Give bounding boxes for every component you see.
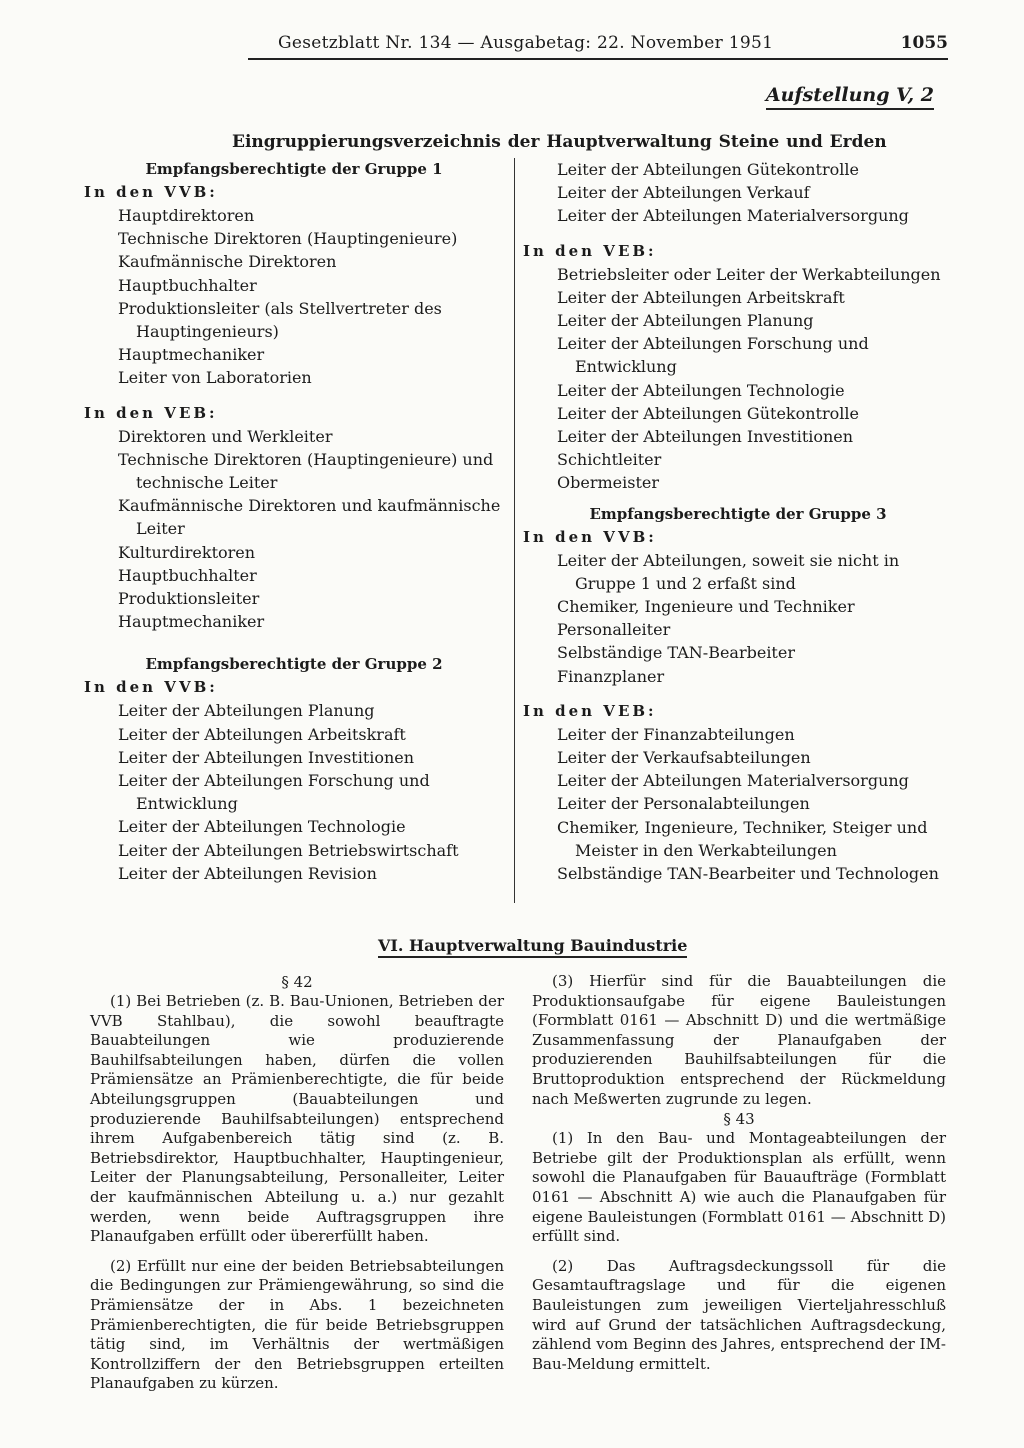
list-item: Hauptmechaniker: [118, 345, 265, 365]
group3-veb-label: In den VEB:: [523, 701, 657, 720]
list-item: Leiter der Abteilungen Planung: [557, 311, 814, 331]
text-column-left: [90, 972, 504, 1394]
group1-veb-label: In den VEB:: [84, 403, 218, 422]
list-item: Leiter der Abteilungen Revision: [118, 863, 377, 883]
list-item: Hauptbuchhalter: [118, 565, 257, 585]
list-item: Leiter der Abteilungen Investitionen: [118, 747, 415, 767]
list-item: Leiter der Abteilungen Gütekontrolle: [557, 160, 859, 179]
list-item: Leiter der Abteilungen Forschung und Entwicklung: [118, 771, 430, 814]
page-number: 1055: [900, 33, 948, 53]
group2-veb-label: In den VEB:: [523, 241, 657, 260]
main-title: Eingruppierungsverzeichnis der Hauptverwaltung Steine und Erden: [232, 132, 887, 152]
group2-vvb-label: In den VVB:: [84, 678, 218, 697]
group3-vvb-label: In den VVB:: [523, 527, 657, 546]
paragraph-42-1: (1) Bei Betrieben (z. B. Bau-Unionen, Betrieben der VVB Stahlbau), die sowohl beauftragte Bauabteilungen wie produzierende Bauhilfsabteilungen haben, dürfen die vollen Prämiensätze an Prämienberechtigte, die für beide Abteilungsgruppen (Bauabteilungen und produzierende Bauhilfsabteilungen) entsprechend ihrem Aufgabenbereich tätig sind (z. B. Betriebsdirektor, Hauptbuchhalter, Hauptingenieur, Leiter der Planungsabteilung, Personalleiter, Leiter der kaufmännischen Abteilung u. a.) nur gezahlt werden, wenn beide Auftragsgruppen ihre Planaufgaben erfüllt oder übererfüllt haben.: [90, 992, 504, 1246]
paragraph-43-sign: § 43: [723, 1110, 755, 1129]
list-item: Selbständige TAN-Bearbeiter und Technologen: [557, 864, 939, 884]
list-item: Leiter der Abteilungen Technologie: [118, 817, 406, 837]
page-header: [248, 32, 948, 60]
list-item: Leiter der Verkaufsabteilungen: [557, 748, 811, 768]
list-item: Leiter der Abteilungen Materialversorgung: [557, 771, 909, 791]
paragraph-43-1: (1) In den Bau- und Montageabteilungen der Betriebe gilt der Produktionsplan als erfüllt, wenn sowohl die Planaufgaben für Bauaufträge (Formblatt 0161 — Abschnitt A) wie auch die Planaufgaben für eigene Bauleistungen (Formblatt 0161 — Abschnitt D) erfüllt sind.: [532, 1129, 946, 1246]
list-item: Leiter der Abteilungen Materialversorgung: [557, 206, 909, 226]
column-divider: [514, 158, 515, 903]
group2-veb-list: [523, 263, 953, 495]
paragraph-42-2: (2) Erfüllt nur eine der beiden Betriebsabteilungen die Bedingungen zur Prämiengewährung, so sind die Prämiensätze der in Abs. 1 bezeichneten Prämienberechtigten, die für beide Betriebsgruppen tätig sind, im Verhältnis der wertmäßigen Kontrollziffern der den Betriebsgruppen erteilten Planaufgaben zu kürzen.: [90, 1256, 504, 1393]
group3-vvb-list: [523, 549, 953, 688]
list-item: Chemiker, Ingenieure, Techniker, Steiger und Meister in den Werkabteilungen: [557, 817, 928, 860]
list-item: Kulturdirektoren: [118, 542, 256, 562]
section-title: VI. Hauptverwaltung Bauindustrie: [378, 936, 687, 958]
list-item: Chemiker, Ingenieure und Techniker: [557, 597, 855, 617]
group3-veb-list: [523, 723, 953, 885]
list-item: Hauptmechaniker: [118, 612, 265, 632]
list-item: Hauptbuchhalter: [118, 275, 257, 295]
list-item: Finanzplaner: [557, 666, 665, 686]
left-column: [84, 158, 504, 885]
paragraph-43-2: (2) Das Auftragsdeckungssoll für die Gesamtauftragslage und für die eigenen Bauleistungen zum jeweiligen Vierteljahresschluß wird auf Grund der tatsächlichen Auftragsdeckung, zählend vom Beginn des Jahres, entsprechend der IM-Bau-Meldung ermittelt.: [532, 1256, 946, 1373]
group2-vvb-list: [84, 699, 504, 885]
paragraph-42-3: (3) Hierfür sind für die Bauabteilungen die Produktionsaufgabe für eigene Bauleistungen (Formblatt 0161 — Abschnitt D) und die wertmäßige Zusammenfassung der Planaufgaben der produzierenden Bauhilfsabteilungen für die Bruttoproduktion entsprechend der Rückmeldung nach Meßwerten zugrunde zu legen.: [532, 972, 946, 1108]
list-item: Leiter der Abteilungen Arbeitskraft: [557, 287, 845, 307]
group2-vvb-cont-list: [523, 158, 953, 228]
list-item: Leiter der Abteilungen, soweit sie nicht in Gruppe 1 und 2 erfaßt sind: [557, 550, 900, 593]
right-column: [523, 158, 953, 885]
list-item: Direktoren und Werkleiter: [118, 426, 333, 446]
list-item: Leiter der Abteilungen Verkauf: [557, 183, 810, 203]
group1-vvb-list: [84, 204, 504, 390]
group1-heading: Empfangsberechtigte der Gruppe 1: [145, 160, 443, 178]
list-item: Kaufmännische Direktoren und kaufmännische Leiter: [118, 496, 501, 539]
list-item: Kaufmännische Direktoren: [118, 252, 337, 272]
group2-heading: Empfangsberechtigte der Gruppe 2: [145, 655, 443, 674]
group1-veb-list: [84, 425, 504, 634]
list-item: Personalleiter: [557, 620, 671, 640]
aufstellung-label: Aufstellung V, 2: [766, 84, 934, 110]
list-item: Leiter der Abteilungen Arbeitskraft: [118, 724, 406, 744]
list-item: Leiter von Laboratorien: [118, 368, 312, 388]
text-column-right: [532, 972, 946, 1374]
list-item: Betriebsleiter oder Leiter der Werkabteilungen: [557, 264, 941, 284]
list-item: Leiter der Abteilungen Betriebswirtschaft: [118, 840, 459, 860]
list-item: Leiter der Abteilungen Technologie: [557, 380, 845, 400]
list-item: Leiter der Abteilungen Gütekontrolle: [557, 403, 859, 423]
header-text: Gesetzblatt Nr. 134 — Ausgabetag: 22. November 1951: [278, 33, 774, 53]
list-item: Leiter der Abteilungen Forschung und Entwicklung: [557, 334, 869, 377]
list-item: Produktionsleiter: [118, 589, 260, 609]
list-item: Hauptdirektoren: [118, 206, 255, 225]
list-item: Leiter der Personalabteilungen: [557, 794, 810, 814]
list-item: Leiter der Abteilungen Planung: [118, 701, 375, 721]
list-item: Technische Direktoren (Hauptingenieure) und technische Leiter: [118, 449, 494, 493]
list-item: Leiter der Abteilungen Investitionen: [557, 427, 854, 447]
list-item: Produktionsleiter (als Stellvertreter des Hauptingenieurs): [118, 298, 442, 342]
list-item: Technische Direktoren (Hauptingenieure): [118, 229, 458, 249]
list-item: Obermeister: [557, 473, 659, 493]
list-item: Selbständige TAN-Bearbeiter: [557, 643, 795, 663]
group3-heading: Empfangsberechtigte der Gruppe 3: [589, 504, 887, 523]
list-item: Leiter der Finanzabteilungen: [557, 724, 795, 744]
group1-vvb-label: In den VVB:: [84, 183, 218, 201]
paragraph-42-sign: § 42: [281, 973, 313, 991]
list-item: Schichtleiter: [557, 450, 662, 470]
